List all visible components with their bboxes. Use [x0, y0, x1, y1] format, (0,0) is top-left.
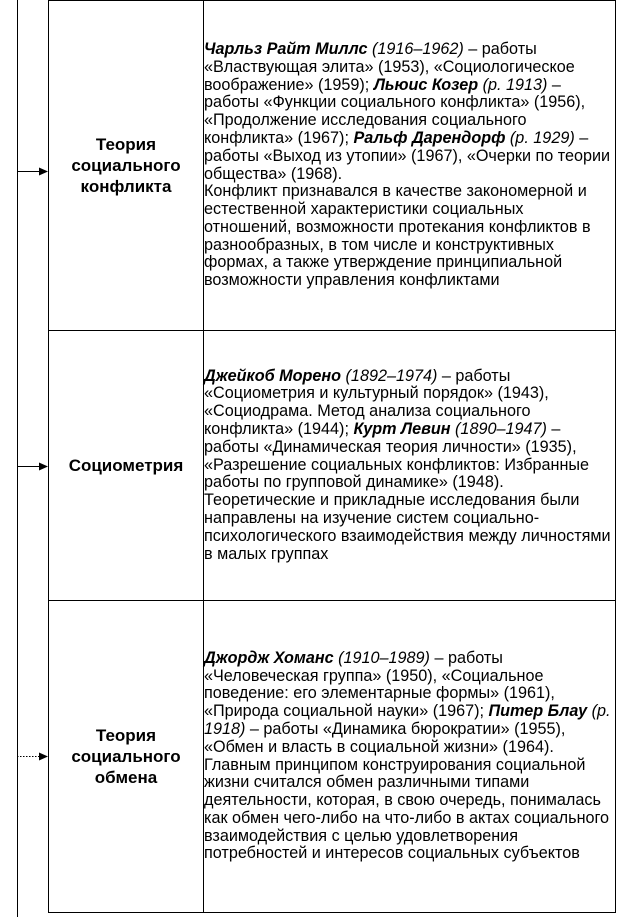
theory-summary-text: Главным принципом конструирования социальной жизни считался обмен различными типами деятельности, которая, в свою очередь, понималась как обмен чего-либо на что-либо в актах социального взаимодействия с целью удовлетворения потребностей и интересов социальных субъектов	[204, 755, 610, 863]
authors-works-text	[204, 650, 615, 757]
theory-name-line: конфликта	[80, 177, 172, 196]
author-years: (1892–1974)	[341, 366, 438, 385]
works-text: – работы «Человеческая группа» (1950), «Социальное поведение: его элементарные формы» (1961), «Природа социальной науки» (1967);	[204, 648, 555, 721]
theories-table	[48, 0, 616, 913]
authors-works-text	[204, 41, 615, 183]
theory-summary-text: Теоретические и прикладные исследования были направлены на изучение систем социально-психологического взаимодействия между личностями в малых группах	[204, 491, 611, 563]
works-text: – работы «Функции социального конфликта» (1956), «Продолжение исследования социального конфликта» (1967);	[204, 75, 586, 147]
author-name: Чарльз Райт Миллс	[204, 39, 368, 58]
table-row	[49, 601, 616, 913]
author-name: Джордж Хоманс	[204, 648, 334, 667]
theory-name-cell	[49, 331, 204, 601]
works-text: – работы «Социометрия и культурный порядок» (1943), «Социодрама. Метод анализа социального конфликта» (1944);	[204, 366, 549, 438]
theory-name-line: социального	[71, 156, 181, 175]
theory-description-cell	[204, 601, 616, 913]
works-text: – работы «Выход из утопии» (1967), «Очерки по теории общества» (1968).	[204, 128, 611, 183]
author-years: (1910–1989)	[333, 648, 430, 667]
connector-vertical-line	[17, 0, 18, 917]
author-name: Ральф Дарендорф	[353, 128, 506, 147]
theory-name-line: обмена	[94, 768, 158, 787]
theory-name-line: Теория	[95, 135, 157, 154]
theory-name-cell	[49, 1, 204, 331]
connector-arrow-icon	[17, 752, 49, 761]
author-name: Курт Левин	[353, 420, 451, 438]
authors-works-text	[204, 368, 615, 493]
theory-name-cell	[49, 601, 204, 913]
theory-summary-text: Конфликт признавался в качестве закономерной и естественной характеристики социальных отношений, возможности протекания конфликтов в разнообразных, в том числе и конструктивных формах, а также утверждение принципиальной возможности управления конфликтами	[204, 182, 591, 290]
theory-name-line: Социометрия	[68, 456, 184, 475]
connector-arrow-icon	[17, 167, 49, 176]
works-text: – работы «Динамическая теория личности» (1935), «Разрешение социальных конфликтов: Избранные работы по групповой динамике» (1948).	[204, 420, 590, 492]
theory-name-line: социального	[71, 747, 181, 766]
theory-name-line: Теория	[95, 726, 157, 745]
table-row	[49, 331, 616, 601]
theory-description-cell	[204, 331, 616, 601]
theory-description-cell	[204, 1, 616, 331]
author-name: Питер Блау	[488, 702, 588, 721]
author-years: (р. 1929)	[505, 128, 575, 147]
author-name: Джейкоб Морено	[204, 366, 342, 385]
author-name: Льюис Козер	[373, 75, 479, 94]
author-years: (1916–1962)	[367, 39, 464, 58]
author-years: (р. 1913)	[478, 75, 548, 94]
author-years: (р. 1918)	[204, 702, 611, 738]
author-years: (1890–1947)	[450, 420, 547, 438]
table-row	[49, 1, 616, 331]
connector-arrow-icon	[17, 462, 49, 471]
works-text: – работы «Властвующая элита» (1953), «Социологическое воображение» (1959);	[204, 39, 575, 94]
works-text: – работы «Динамика бюрократии» (1955), «Обмен и власть в социальной жизни» (1964).	[204, 719, 566, 756]
